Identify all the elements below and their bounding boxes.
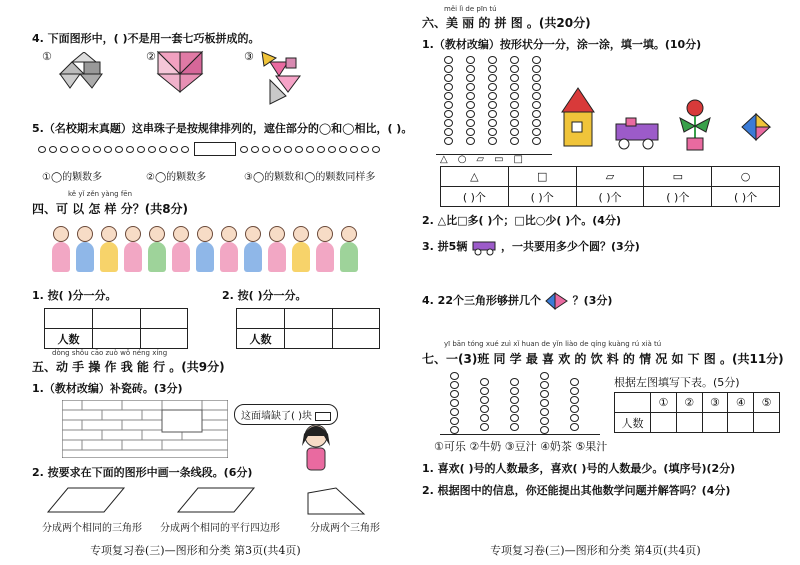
section-5-pinyin: dòng shǒu cāo zuò wǒ néng xíng: [52, 349, 168, 357]
count-cell-1: ( )个: [441, 187, 509, 207]
drink-count-1: [651, 413, 677, 433]
footer-left: 专项复习卷(三)—图形和分类 第3页(共4页): [90, 544, 301, 557]
brick-icon: [315, 412, 331, 421]
shape-cell-square: □: [508, 167, 576, 187]
drink-header-3: ③: [702, 393, 728, 413]
drink-header-5: ⑤: [754, 393, 780, 413]
drink-column-5: [570, 378, 579, 431]
option-1-label: ①: [42, 50, 52, 63]
children-illustration: [48, 220, 378, 272]
car-small-icon: [471, 238, 497, 256]
section-5-title: 五、动 手 操 作 我 能 行 。(共9分): [32, 360, 225, 374]
drink-legend: ①可乐 ②牛奶 ③豆汁 ④奶茶 ⑤果汁: [434, 440, 608, 453]
drink-column-2: [480, 378, 489, 431]
car-figure: [612, 116, 662, 152]
speech-text: 这面墙缺了( )块: [241, 411, 312, 422]
section-6-q4: [422, 292, 612, 310]
question-4: 4. 下面图形中，( )不是用一套七巧板拼成的。: [32, 32, 260, 45]
drink-table: [614, 392, 780, 433]
drink-header-1: ①: [651, 393, 677, 413]
option-b: ②◯的颗数多: [146, 172, 207, 183]
drink-column-3: [510, 378, 519, 431]
section-4-q2: 2. 按( )分一分。: [222, 289, 307, 302]
footer-right: 专项复习卷(三)—图形和分类 第4页(共4页): [490, 544, 701, 557]
option-c: ③◯的颗数和◯的颗数同样多: [244, 172, 376, 183]
section-6-q3: [422, 238, 640, 256]
girl-illustration: [296, 422, 336, 472]
option-3-label: ③: [244, 50, 254, 63]
table-2-label: 人数: [237, 329, 285, 349]
bead-column-4: [510, 56, 519, 145]
option-a: ①◯的颗数多: [42, 172, 103, 183]
shape-cell-rectangle: ▭: [644, 167, 712, 187]
section-7-q1: 1. 喜欢( )号的人数最多，喜欢( )号的人数最少。(填序号)(2分): [422, 462, 736, 475]
section-6-pinyin: měi lì de pīn tú: [444, 5, 497, 13]
drink-count-2: [676, 413, 702, 433]
section-6-title: 六、美 丽 的 拼 图 。(共20分): [422, 16, 591, 30]
fill-instruction: 根据左图填写下表。(5分): [614, 376, 740, 389]
section-6-q1: 1.（教材改编）按形状分一分，涂一涂，填一填。(10分): [422, 38, 702, 51]
shape-count-table: [440, 166, 780, 207]
fish-figure: [740, 110, 774, 144]
brick-wall: [62, 400, 228, 458]
parallelogram-shape-1: [46, 487, 126, 513]
drink-header-0: [615, 393, 651, 413]
bead-shape-labels: △○▱▭□: [440, 154, 534, 165]
bead-column-1: [444, 56, 453, 145]
tangram-figure-2: [156, 50, 206, 94]
bead-column-3: [488, 56, 497, 145]
drink-header-4: ④: [728, 393, 754, 413]
fish-small-icon: [545, 292, 569, 310]
count-cell-4: ( )个: [644, 187, 712, 207]
caption-2: 分成两个相同的平行四边形: [160, 523, 280, 534]
drink-base-line: [440, 434, 600, 435]
house-figure: [560, 86, 596, 150]
q3-text-b: ，一共要用多少个圆？(3分): [501, 240, 640, 253]
section-7-q2: 2. 根据图中的信息，你还能提出其他数学问题并解答吗？(4分): [422, 484, 731, 497]
drink-column-1: [450, 372, 459, 434]
tangram-figure-3: [256, 50, 304, 106]
classify-table-2: [236, 308, 380, 349]
section-7-pinyin: yī bān tóng xué zuì xǐ huan de yǐn liào de qíng kuàng rú xià tú: [444, 340, 662, 348]
caption-3: 分成两个三角形: [310, 523, 380, 534]
parallelogram-shape-2: [176, 487, 256, 513]
bead-cover-box: [194, 142, 236, 156]
section-5-q2: 2. 按要求在下面的图形中画一条线段。(6分): [32, 466, 253, 479]
drink-row-label: 人数: [615, 413, 651, 433]
section-4-title: 四、可 以 怎 样 分？(共8分): [32, 202, 189, 216]
caption-1: 分成两个相同的三角形: [42, 523, 142, 534]
right-page: [400, 0, 800, 565]
question-5: 5.（名校期末真题）这串珠子是按规律排列的，遮住部分的◯和◯相比，( )。: [32, 122, 413, 135]
table-1-label: 人数: [45, 329, 93, 349]
tangram-figure-1: [58, 52, 104, 92]
classify-table-1: [44, 308, 188, 349]
flower-figure: [676, 98, 714, 152]
bead-column-5: [532, 56, 541, 145]
shape-cell-triangle: △: [441, 167, 509, 187]
trapezoid-shape: [306, 487, 366, 515]
q4-text-a: 4. 22个三角形够拼几个: [422, 294, 541, 307]
section-4-q1: 1. 按( )分一分。: [32, 289, 117, 302]
count-cell-3: ( )个: [576, 187, 644, 207]
count-cell-5: ( )个: [712, 187, 780, 207]
option-2-label: ②: [146, 50, 156, 63]
section-7-title: 七、一(3)班 同 学 最 喜 欢 的 饮 料 的 情 况 如 下 图 。(共11分): [422, 352, 784, 366]
drink-count-3: [702, 413, 728, 433]
count-cell-2: ( )个: [508, 187, 576, 207]
section-6-q2: 2. △比□多( )个；□比○少( )个。(4分): [422, 214, 621, 227]
shape-cell-parallelogram: ▱: [576, 167, 644, 187]
q4-text-b: ？(3分): [572, 294, 613, 307]
section-5-q1: 1.（教材改编）补瓷砖。(3分): [32, 382, 183, 395]
q3-text-a: 3. 拼5辆: [422, 240, 468, 253]
bead-column-2: [466, 56, 475, 145]
shape-cell-circle: ○: [712, 167, 780, 187]
drink-count-5: [754, 413, 780, 433]
drink-count-4: [728, 413, 754, 433]
bead-string-right: [240, 146, 380, 153]
drink-column-4: [540, 372, 549, 434]
drink-header-2: ②: [676, 393, 702, 413]
bead-string-left: [38, 146, 189, 153]
section-4-pinyin: kě yǐ zěn yàng fēn: [68, 190, 133, 198]
